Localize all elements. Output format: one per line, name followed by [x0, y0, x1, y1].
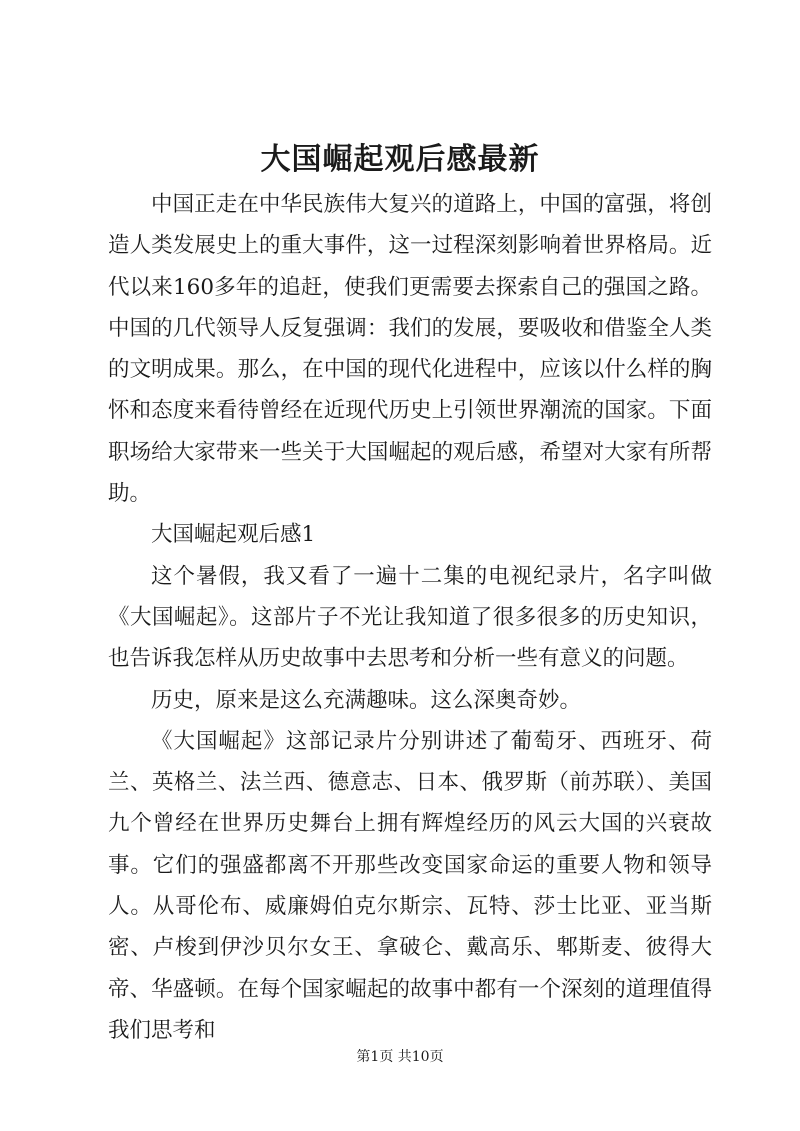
- body-paragraph: 这个暑假，我又看了一遍十二集的电视纪录片，名字叫做《大国崛起》。这部片子不光让我知道了很多很多的历史知识，也告诉我怎样从历史故事中去思考和分析一些有意义的问题。: [108, 563, 712, 672]
- page-footer: 第1页 共10页: [356, 1049, 444, 1065]
- body-paragraph: 《大国崛起》这部记录片分别讲述了葡萄牙、西班牙、荷兰、英格兰、法兰西、德意志、日本、俄罗斯（前苏联）、美国九个曾经在世界历史舞台上拥有辉煌经历的风云大国的兴衰故事。它们的强盛都离不开那些改变国家命运的重要人物和领导人。从哥伦布、威廉姆伯克尔斯宗、瓦特、莎士比亚、亚当斯密、卢梭到伊沙贝尔女王、拿破仑、戴高乐、郫斯麦、彼得大帝、华盛顿。在每个国家崛起的故事中都有一个深刻的道理值得我们思考和: [108, 728, 712, 1043]
- document-body: [108, 184, 712, 1051]
- document-title: 大国崛起观后感最新: [260, 142, 540, 177]
- intro-paragraph: 中国正走在中华民族伟大复兴的道路上，中国的富强，将创造人类发展史上的重大事件，这一过程深刻影响着世界格局。近代以来160多年的追赶，使我们更需要去探索自己的强国之路。中国的几代领导人反复强调：我们的发展，要吸收和借鉴全人类的文明成果。那么，在中国的现代化进程中，应该以什么样的胸怀和态度来看待曾经在近现代历史上引领世界潮流的国家。下面职场给大家带来一些关于大国崛起的观后感，希望对大家有所帮助。: [108, 192, 712, 507]
- section-heading: 大国崛起观后感1: [151, 522, 316, 548]
- body-paragraph: 历史，原来是这么充满趣味。这么深奥奇妙。: [151, 687, 582, 713]
